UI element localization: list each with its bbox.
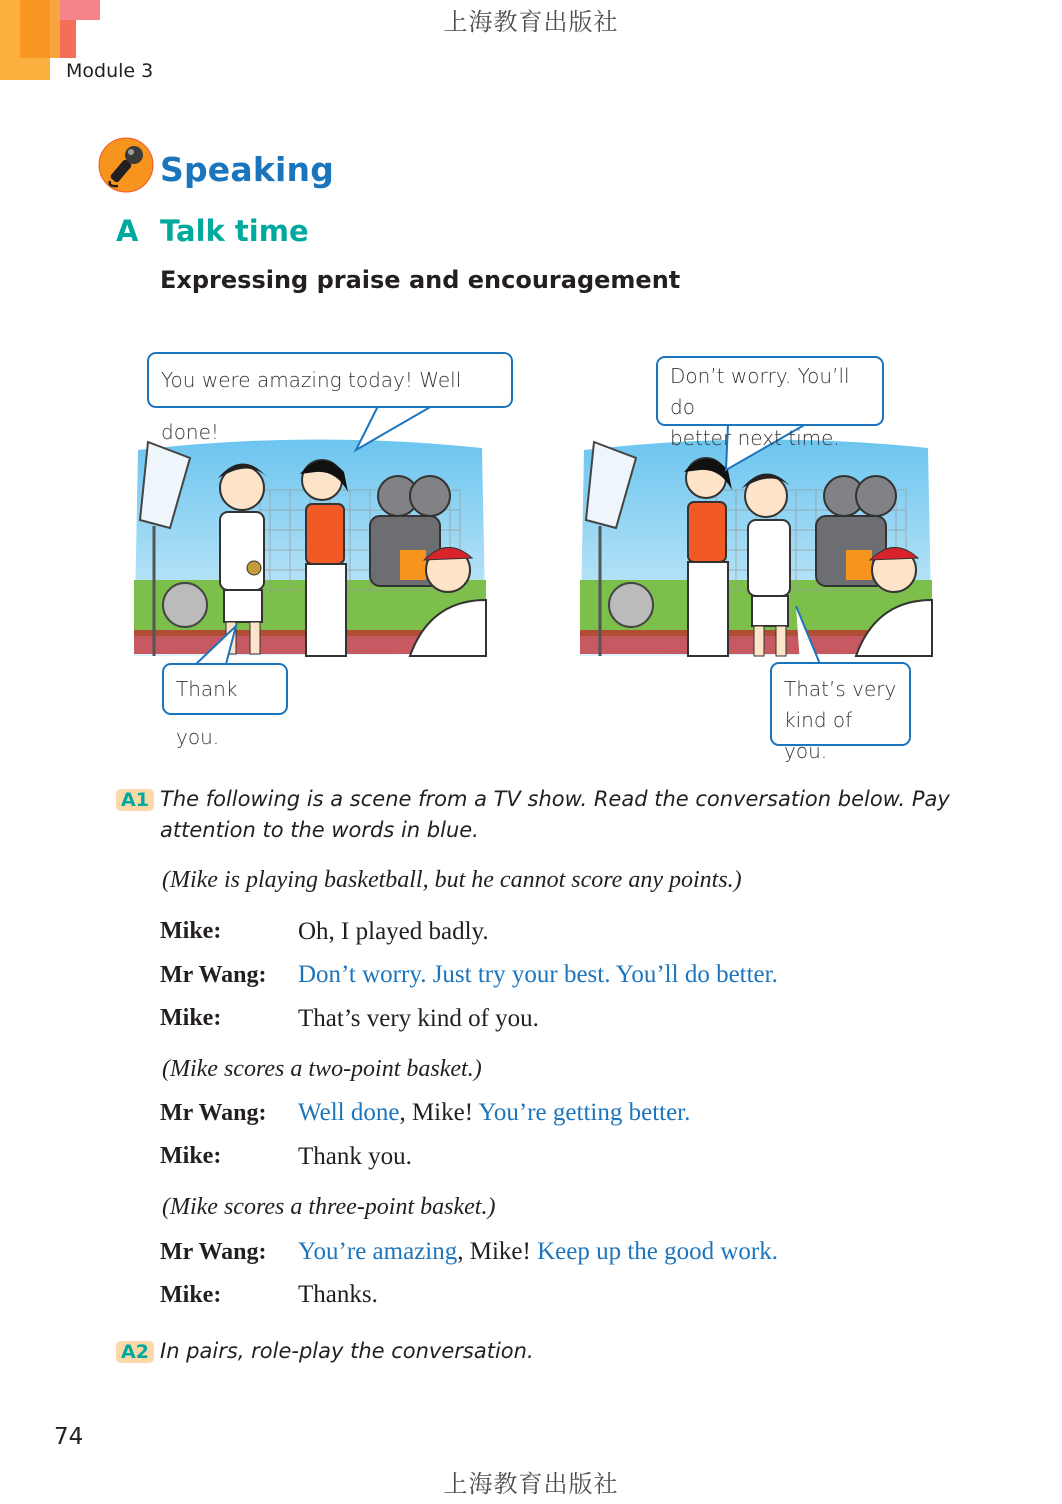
subsection-heading: Expressing praise and encouragement xyxy=(160,266,681,294)
subsection-title: Talk time xyxy=(160,214,309,248)
section-title: Speaking xyxy=(160,150,335,189)
stage-direction: (Mike scores a three-point basket.) xyxy=(162,1194,496,1220)
speech-bubble-text: better next time. xyxy=(670,426,840,450)
speaker-label: Mr Wang: xyxy=(160,962,267,988)
dialogue-line: That’s very kind of you. xyxy=(298,1005,539,1032)
speech-bubble-text: kind of you. xyxy=(784,708,853,763)
dialogue-line: Oh, I played badly. xyxy=(298,918,489,945)
dialogue-text: , Mike! xyxy=(457,1238,538,1265)
instruction-line: The following is a scene from a TV show. Read the conversation below. Pay xyxy=(160,787,950,811)
praise-phrase: You’re getting better. xyxy=(478,1099,691,1126)
speaker-label: Mr Wang: xyxy=(160,1239,267,1265)
speaker-label: Mike: xyxy=(160,918,222,944)
speaker-label: Mike: xyxy=(160,1005,222,1031)
speech-bubble xyxy=(162,663,288,749)
speech-bubble-text: Don’t worry. You’ll do xyxy=(670,364,850,419)
dialogue-line: Thanks. xyxy=(298,1281,378,1308)
activity-badge: A1 xyxy=(116,789,154,811)
speech-bubble xyxy=(656,356,884,450)
speaker-label: Mike: xyxy=(160,1143,222,1169)
dialogue-line: Thank you. xyxy=(298,1143,412,1170)
publisher-footer: 上海教育出版社 xyxy=(443,1472,619,1498)
speaker-label: Mr Wang: xyxy=(160,1100,267,1126)
speech-bubble xyxy=(770,662,911,763)
stage-direction: (Mike is playing basketball, but he cannot score any points.) xyxy=(162,867,742,893)
speech-bubble-text: Thank you. xyxy=(176,677,238,749)
speech-bubble xyxy=(147,352,513,444)
module-label: Module 3 xyxy=(66,60,154,82)
dialogue-text: , Mike! xyxy=(399,1099,479,1126)
publisher-header: 上海教育出版社 xyxy=(443,10,619,36)
dialogue-line: Don’t worry. Just try your best. You’ll do better. xyxy=(298,961,778,988)
instruction-line: In pairs, role-play the conversation. xyxy=(160,1339,534,1363)
page-number: 74 xyxy=(54,1424,84,1450)
speaker-label: Mike: xyxy=(160,1282,222,1308)
praise-phrase: Keep up the good work. xyxy=(537,1238,779,1265)
stage-direction: (Mike scores a two-point basket.) xyxy=(162,1056,482,1082)
activity-badge: A2 xyxy=(116,1341,154,1363)
subsection-letter: A xyxy=(116,214,139,248)
praise-phrase: Well done xyxy=(298,1099,400,1126)
speech-bubble-text: You were amazing today! Well done! xyxy=(161,368,462,444)
dialogue-line xyxy=(298,1238,778,1266)
speech-bubble-text: That’s very xyxy=(784,677,897,701)
praise-phrase: You’re amazing xyxy=(298,1238,458,1265)
instruction-line: attention to the words in blue. xyxy=(160,818,479,842)
dialogue-line xyxy=(298,1099,690,1127)
